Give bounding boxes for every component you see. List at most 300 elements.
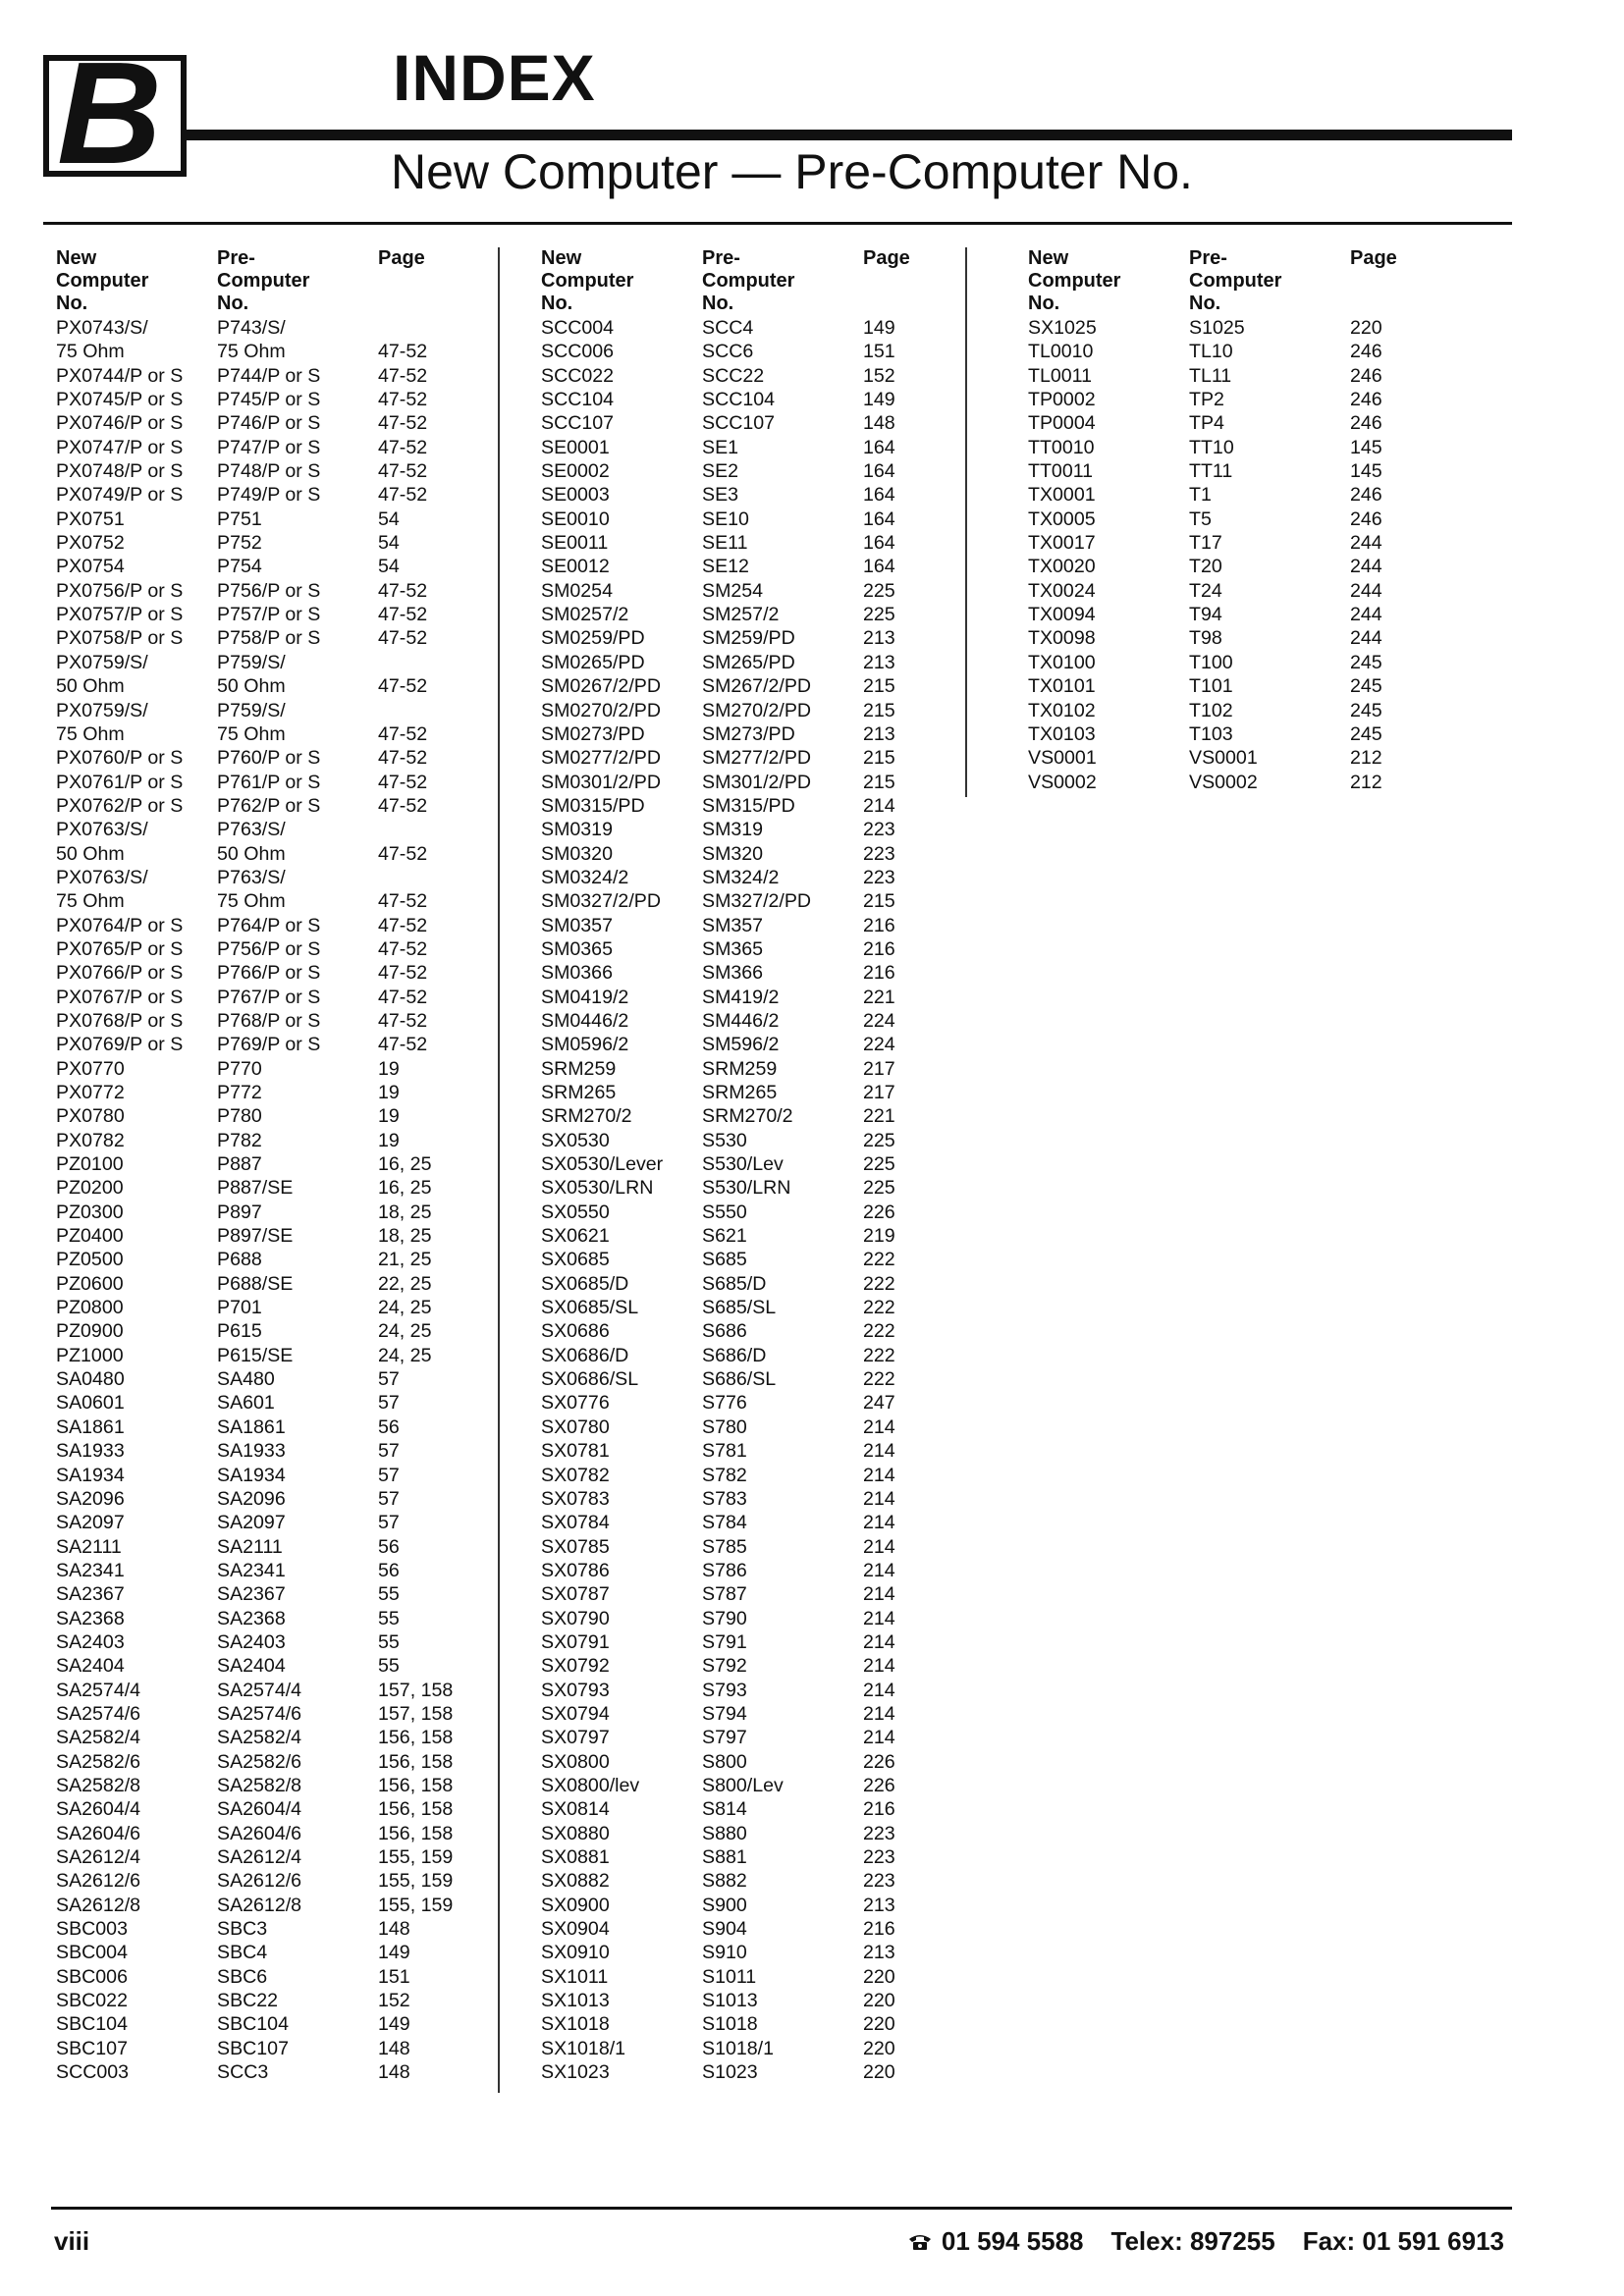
index-row — [56, 818, 478, 841]
new-computer-no: SA2367 — [56, 1583, 125, 1606]
page-ref: 55 — [378, 1655, 400, 1678]
new-computer-no: SA2403 — [56, 1630, 125, 1653]
page-ref: 214 — [863, 1512, 895, 1534]
page-ref: 47-52 — [378, 579, 428, 602]
new-computer-no: SA2574/4 — [56, 1679, 141, 1701]
page-ref: 157, 158 — [378, 1679, 454, 1701]
new-computer-no: SM0319 — [541, 819, 613, 841]
new-computer-no: PX0754 — [56, 556, 125, 578]
index-row — [56, 1941, 478, 1964]
pre-computer-no: P770 — [217, 1057, 262, 1080]
page-ref: 220 — [1350, 317, 1382, 339]
new-computer-no: SM0273/PD — [541, 722, 645, 745]
pre-computer-no: S530/LRN — [702, 1177, 791, 1200]
pre-computer-no: SM315/PD — [702, 794, 795, 817]
page-ref: 57 — [378, 1464, 400, 1486]
index-row — [56, 1176, 478, 1200]
index-row — [56, 842, 478, 866]
pre-computer-no: SM366 — [702, 962, 764, 985]
new-computer-no: SE0012 — [541, 556, 610, 578]
new-computer-no: PZ0400 — [56, 1225, 124, 1248]
index-row — [541, 1702, 963, 1726]
new-computer-no: SM0446/2 — [541, 1009, 629, 1032]
new-computer-no: SCC104 — [541, 389, 615, 411]
pre-computer-no: P768/P or S — [217, 1009, 321, 1032]
page-ref: 149 — [378, 1942, 410, 1964]
index-row — [1028, 507, 1450, 531]
index-row — [56, 746, 478, 770]
index-row — [56, 1917, 478, 1941]
new-computer-no: TL0011 — [1028, 364, 1092, 387]
pre-computer-no: SCC3 — [217, 2061, 269, 2084]
new-computer-no: PZ0300 — [56, 1201, 124, 1223]
new-computer-no: 75 Ohm — [56, 722, 125, 745]
pre-computer-no: SBC6 — [217, 1965, 268, 1988]
new-computer-no: TX0017 — [1028, 532, 1096, 555]
pre-computer-no: P766/P or S — [217, 962, 321, 985]
page-ref: 156, 158 — [378, 1727, 454, 1749]
index-row — [541, 1607, 963, 1630]
new-computer-no: SX1025 — [1028, 317, 1097, 339]
page-ref: 155, 159 — [378, 1870, 454, 1893]
new-computer-no: PX0769/P or S — [56, 1034, 184, 1056]
pre-computer-no: S780 — [702, 1415, 747, 1438]
new-computer-no: SX0793 — [541, 1679, 610, 1701]
page-ref: 47-52 — [378, 986, 428, 1008]
page-ref: 212 — [1350, 747, 1382, 770]
pre-computer-no: S797 — [702, 1727, 747, 1749]
new-computer-no: VS0001 — [1028, 747, 1097, 770]
new-computer-no: SCC022 — [541, 364, 615, 387]
pre-computer-no: P615/SE — [217, 1344, 294, 1366]
index-row — [541, 1487, 963, 1511]
new-computer-no: SA2097 — [56, 1512, 125, 1534]
page-ref: 215 — [863, 675, 895, 698]
pre-computer-no: SM596/2 — [702, 1034, 780, 1056]
pre-computer-no: S782 — [702, 1464, 747, 1486]
page-ref: 47-52 — [378, 341, 428, 363]
pre-computer-no: P615 — [217, 1320, 262, 1343]
index-row — [541, 818, 963, 841]
pre-computer-no: P897 — [217, 1201, 262, 1223]
new-computer-no: SA2612/4 — [56, 1846, 141, 1868]
pre-computer-no: SM319 — [702, 819, 764, 841]
pre-computer-no: SA2404 — [217, 1655, 286, 1678]
pre-computer-no: SE10 — [702, 507, 749, 530]
pre-computer-no: S530/Lev — [702, 1153, 784, 1176]
index-row — [56, 1129, 478, 1152]
page-ref: 223 — [863, 1870, 895, 1893]
page-ref: 57 — [378, 1368, 400, 1391]
index-row — [56, 674, 478, 698]
index-row — [56, 1009, 478, 1033]
new-computer-no: SA2111 — [56, 1535, 122, 1558]
index-row — [56, 1224, 478, 1248]
new-computer-no: PZ0600 — [56, 1272, 124, 1295]
pre-computer-no: S787 — [702, 1583, 747, 1606]
new-computer-no: SA2612/6 — [56, 1870, 141, 1893]
pre-computer-no: T20 — [1189, 556, 1222, 578]
new-computer-no: SA0601 — [56, 1392, 125, 1415]
page-ref: 246 — [1350, 507, 1382, 530]
pre-computer-no: SCC6 — [702, 341, 754, 363]
page-ref: 223 — [863, 866, 895, 888]
index-row — [56, 1081, 478, 1104]
new-computer-no: PX0765/P or S — [56, 937, 184, 960]
pre-computer-no: S1011 — [702, 1965, 757, 1988]
page-ref: 155, 159 — [378, 1846, 454, 1868]
new-computer-no: SM0419/2 — [541, 986, 629, 1008]
page-ref: 164 — [863, 484, 895, 507]
index-rows — [541, 316, 963, 2084]
new-computer-no: PZ0800 — [56, 1297, 124, 1319]
new-computer-no: SX0790 — [541, 1607, 610, 1629]
new-computer-no: SM0315/PD — [541, 794, 645, 817]
index-row — [541, 1391, 963, 1415]
pre-computer-no: P747/P or S — [217, 436, 321, 458]
index-row — [541, 1009, 963, 1033]
index-row — [1028, 579, 1450, 603]
page-ref: 156, 158 — [378, 1774, 454, 1796]
new-computer-no: SE0003 — [541, 484, 610, 507]
page-ref: 214 — [863, 1630, 895, 1653]
pre-computer-no: S784 — [702, 1512, 747, 1534]
index-row — [1028, 340, 1450, 363]
page-ref: 221 — [863, 986, 895, 1008]
page-ref: 149 — [863, 317, 895, 339]
new-computer-no: TP0004 — [1028, 412, 1096, 435]
new-computer-no: SX0881 — [541, 1846, 610, 1868]
new-computer-no: PX0748/P or S — [56, 460, 184, 483]
new-computer-no: SX1011 — [541, 1965, 609, 1988]
new-computer-no: TX0001 — [1028, 484, 1096, 507]
page-ref: 156, 158 — [378, 1798, 454, 1821]
page-ref: 47-52 — [378, 604, 428, 626]
index-row — [541, 1582, 963, 1606]
page-ref: 47-52 — [378, 1034, 428, 1056]
pre-computer-no: S1013 — [702, 1990, 758, 2012]
pre-computer-no: S793 — [702, 1679, 747, 1701]
index-row — [56, 2060, 478, 2084]
index-row — [56, 1750, 478, 1774]
page-ref: 156, 158 — [378, 1822, 454, 1844]
index-row — [56, 651, 478, 674]
index-row — [541, 1965, 963, 1989]
page-ref: 19 — [378, 1129, 400, 1151]
new-computer-no: SX0784 — [541, 1512, 610, 1534]
new-computer-no: PZ0500 — [56, 1249, 124, 1271]
page-ref: 214 — [863, 1607, 895, 1629]
new-computer-no: PX0770 — [56, 1057, 125, 1080]
index-row — [1028, 555, 1450, 578]
header-pre-computer-no: Pre- Computer No. — [217, 247, 310, 314]
page-ref: 148 — [863, 412, 895, 435]
page-ref: 47-52 — [378, 436, 428, 458]
new-computer-no: SCC006 — [541, 341, 615, 363]
index-row — [541, 651, 963, 674]
page-ref: 226 — [863, 1201, 895, 1223]
page-ref: 47-52 — [378, 794, 428, 817]
pre-computer-no: S785 — [702, 1535, 747, 1558]
new-computer-no: SA1861 — [56, 1415, 125, 1438]
page-ref: 214 — [863, 1559, 895, 1581]
new-computer-no: SM0301/2/PD — [541, 771, 661, 793]
page-ref: 57 — [378, 1487, 400, 1510]
new-computer-no: SX1018 — [541, 2013, 610, 2036]
index-row — [541, 626, 963, 650]
new-computer-no: PX0743/S/ — [56, 317, 148, 339]
new-computer-no: SX0530/LRN — [541, 1177, 654, 1200]
pre-computer-no: SRM270/2 — [702, 1105, 793, 1128]
new-computer-no: TX0005 — [1028, 507, 1096, 530]
pre-computer-no: SA2612/4 — [217, 1846, 302, 1868]
pre-computer-no: SM257/2 — [702, 604, 780, 626]
index-row — [1028, 651, 1450, 674]
new-computer-no: SA2612/8 — [56, 1894, 141, 1916]
pre-computer-no: 75 Ohm — [217, 341, 286, 363]
new-computer-no: SX1013 — [541, 1990, 610, 2012]
index-row — [541, 2012, 963, 2036]
pre-computer-no: VS0002 — [1189, 771, 1258, 793]
page-ref: 217 — [863, 1082, 895, 1103]
page-ref: 47-52 — [378, 460, 428, 483]
new-computer-no: TX0100 — [1028, 651, 1096, 673]
page-ref: 152 — [378, 1990, 410, 2012]
new-computer-no: SX0782 — [541, 1464, 610, 1486]
page-ref: 221 — [863, 1105, 895, 1128]
page-ref: 24, 25 — [378, 1320, 432, 1343]
new-computer-no: SX0794 — [541, 1702, 610, 1725]
new-computer-no: TX0103 — [1028, 722, 1096, 745]
pre-computer-no: P887/SE — [217, 1177, 294, 1200]
index-row — [56, 1965, 478, 1989]
index-row — [56, 1033, 478, 1056]
new-computer-no: SX0781 — [541, 1440, 610, 1463]
index-row — [541, 866, 963, 889]
page-ref: 215 — [863, 771, 895, 793]
page-ref: 245 — [1350, 651, 1382, 673]
new-computer-no: PZ0100 — [56, 1153, 124, 1176]
pre-computer-no: SA2604/4 — [217, 1798, 302, 1821]
page-ref: 149 — [378, 2013, 410, 2036]
new-computer-no: TX0024 — [1028, 579, 1096, 602]
page-ref: 220 — [863, 2061, 895, 2084]
index-row — [541, 1319, 963, 1343]
index-row — [541, 1152, 963, 1176]
new-computer-no: SX0900 — [541, 1894, 610, 1916]
page-ref: 47-52 — [378, 937, 428, 960]
index-row — [56, 1511, 478, 1534]
pre-computer-no: P749/P or S — [217, 484, 321, 507]
pre-computer-no: SM273/PD — [702, 722, 795, 745]
page-ref: 214 — [863, 794, 895, 817]
pre-computer-no: P767/P or S — [217, 986, 321, 1008]
pre-computer-no: P780 — [217, 1105, 262, 1128]
page-ref: 18, 25 — [378, 1225, 432, 1248]
page-ref: 223 — [863, 1846, 895, 1868]
new-computer-no: SX0814 — [541, 1798, 610, 1821]
pre-computer-no: P761/P or S — [217, 771, 321, 793]
index-row — [56, 1607, 478, 1630]
header-rule — [187, 130, 1512, 140]
index-row — [541, 531, 963, 555]
index-row — [56, 1367, 478, 1391]
page-ref: 222 — [863, 1344, 895, 1366]
new-computer-no: SCC004 — [541, 317, 615, 339]
new-computer-no: SM0365 — [541, 937, 613, 960]
page-ref: 55 — [378, 1607, 400, 1629]
index-row — [1028, 364, 1450, 388]
page-ref: 57 — [378, 1512, 400, 1534]
column-header-row — [56, 247, 478, 316]
new-computer-no: SX0797 — [541, 1727, 610, 1749]
pre-computer-no: TT11 — [1189, 460, 1233, 483]
page-ref: 245 — [1350, 675, 1382, 698]
page-ref: 47-52 — [378, 962, 428, 985]
pre-computer-no: SA2582/8 — [217, 1774, 302, 1796]
index-row — [56, 1439, 478, 1463]
page-ref: 55 — [378, 1630, 400, 1653]
new-computer-no: SA2582/4 — [56, 1727, 141, 1749]
new-computer-no: SE0010 — [541, 507, 610, 530]
new-computer-no: SA2582/8 — [56, 1774, 141, 1796]
header-new-computer-no: New Computer No. — [541, 247, 634, 314]
page-ref: 18, 25 — [378, 1201, 432, 1223]
index-row — [541, 1941, 963, 1964]
index-row — [541, 1081, 963, 1104]
pre-computer-no: S814 — [702, 1798, 747, 1821]
index-row — [541, 1248, 963, 1271]
index-row — [1028, 388, 1450, 411]
new-computer-no: SX0783 — [541, 1487, 610, 1510]
pre-computer-no: T102 — [1189, 699, 1233, 721]
index-row — [56, 794, 478, 818]
contact-info — [908, 2226, 1504, 2257]
index-row — [541, 603, 963, 626]
new-computer-no: SA2341 — [56, 1559, 125, 1581]
index-row — [56, 914, 478, 937]
index-row — [56, 1296, 478, 1319]
page-ref — [378, 866, 476, 889]
index-row — [56, 1869, 478, 1893]
index-row — [541, 1104, 963, 1128]
new-computer-no: PX0758/P or S — [56, 627, 184, 650]
new-computer-no: SE0011 — [541, 532, 609, 555]
new-computer-no: 75 Ohm — [56, 890, 125, 913]
index-column-2 — [541, 247, 963, 2084]
pre-computer-no: SCC4 — [702, 317, 754, 339]
pre-computer-no: S685/SL — [702, 1297, 777, 1319]
phone-number: 01 594 5588 — [941, 2226, 1084, 2256]
new-computer-no: PX0745/P or S — [56, 389, 184, 411]
index-row — [541, 1511, 963, 1534]
new-computer-no: SM0270/2/PD — [541, 699, 661, 721]
new-computer-no: VS0002 — [1028, 771, 1097, 793]
pre-computer-no: P782 — [217, 1129, 262, 1151]
index-row — [541, 2060, 963, 2084]
pre-computer-no: SM254 — [702, 579, 764, 602]
page-ref: 54 — [378, 556, 400, 578]
index-row — [541, 1559, 963, 1582]
new-computer-no: PX0763/S/ — [56, 819, 148, 841]
page-ref: 54 — [378, 532, 400, 555]
pre-computer-no: TP2 — [1189, 389, 1224, 411]
column-header-row — [1028, 247, 1450, 316]
index-row — [1028, 674, 1450, 698]
pre-computer-no: SM324/2 — [702, 866, 780, 888]
pre-computer-no: SA2403 — [217, 1630, 286, 1653]
header-new-computer-no: New Computer No. — [56, 247, 149, 314]
new-computer-no: SX0787 — [541, 1583, 610, 1606]
pre-computer-no: SCC104 — [702, 389, 776, 411]
pre-computer-no: SA1933 — [217, 1440, 286, 1463]
page-ref: 222 — [863, 1368, 895, 1391]
page-ref: 55 — [378, 1583, 400, 1606]
new-computer-no: PX0767/P or S — [56, 986, 184, 1008]
page-ref: 148 — [378, 2061, 410, 2084]
index-row — [56, 1487, 478, 1511]
new-computer-no: SBC104 — [56, 2013, 128, 2036]
new-computer-no: SX0792 — [541, 1655, 610, 1678]
pre-computer-no: P763/S/ — [217, 819, 286, 841]
new-computer-no: PX0763/S/ — [56, 866, 148, 888]
index-row — [541, 1845, 963, 1869]
index-rows — [1028, 316, 1450, 794]
page-ref: 223 — [863, 842, 895, 865]
index-row — [56, 411, 478, 435]
index-row — [56, 771, 478, 794]
index-row — [541, 411, 963, 435]
index-row — [56, 1201, 478, 1224]
header-page: Page — [378, 247, 425, 269]
page-ref: 148 — [378, 1918, 410, 1941]
page-ref: 223 — [863, 1822, 895, 1844]
page-ref: 214 — [863, 1679, 895, 1701]
new-computer-no: SX0686/SL — [541, 1368, 639, 1391]
new-computer-no: PX0759/S/ — [56, 699, 148, 721]
index-row — [56, 1104, 478, 1128]
page-number: viii — [54, 2226, 90, 2256]
page-ref: 54 — [378, 507, 400, 530]
index-row — [56, 1774, 478, 1797]
index-row — [56, 1654, 478, 1678]
pre-computer-no: SA2612/6 — [217, 1870, 302, 1893]
index-row — [56, 1726, 478, 1749]
index-row — [541, 794, 963, 818]
new-computer-no: SX0910 — [541, 1942, 610, 1964]
index-row — [541, 722, 963, 746]
new-computer-no: SBC003 — [56, 1918, 128, 1941]
page-subtitle: New Computer — Pre-Computer No. — [391, 144, 1193, 199]
pre-computer-no: SM267/2/PD — [702, 675, 812, 698]
page-ref: 21, 25 — [378, 1249, 432, 1271]
pre-computer-no: SBC22 — [217, 1990, 279, 2012]
pre-computer-no: S621 — [702, 1225, 747, 1248]
index-row — [1028, 746, 1450, 770]
page-ref: 220 — [863, 1965, 895, 1988]
index-row — [541, 1679, 963, 1702]
index-row — [541, 771, 963, 794]
index-row — [541, 1272, 963, 1296]
page-ref: 222 — [863, 1320, 895, 1343]
index-row — [541, 1750, 963, 1774]
new-computer-no: PX0768/P or S — [56, 1009, 184, 1032]
index-row — [56, 2037, 478, 2060]
index-row — [56, 1894, 478, 1917]
pre-computer-no: S900 — [702, 1894, 747, 1916]
new-computer-no: SRM270/2 — [541, 1105, 632, 1128]
index-row — [1028, 771, 1450, 794]
